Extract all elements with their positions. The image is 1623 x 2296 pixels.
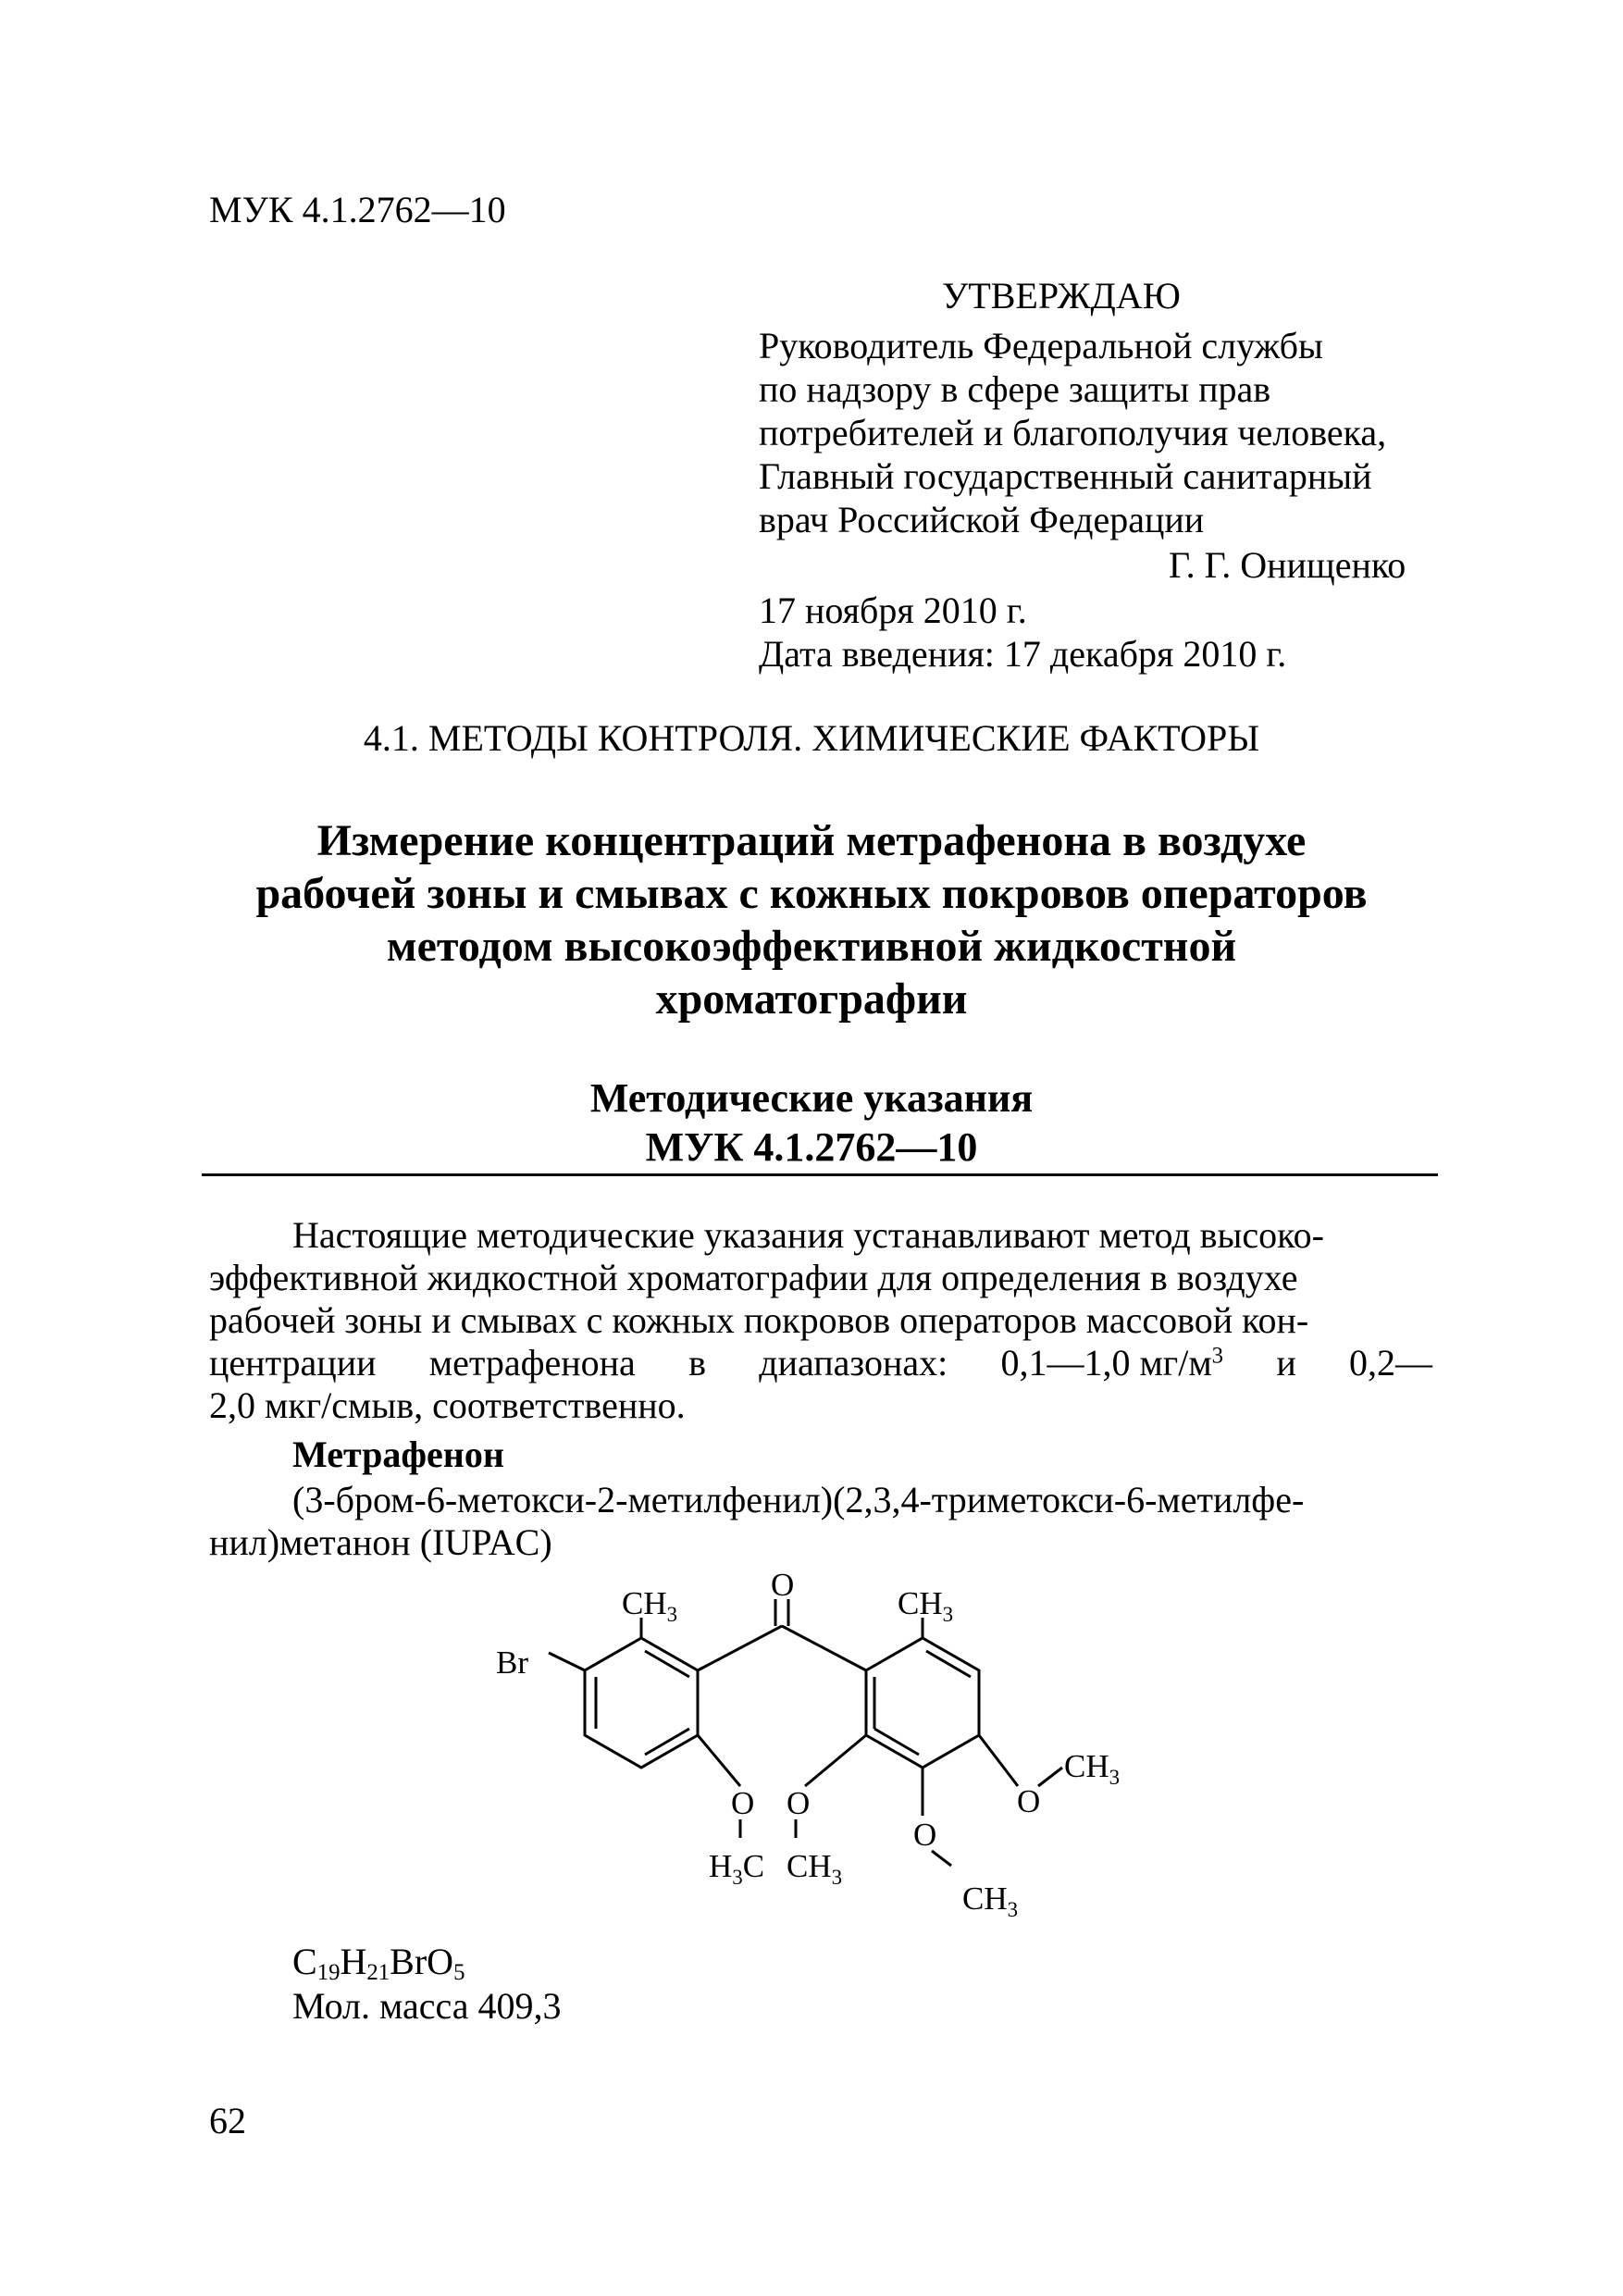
iupac-line: (3-бром-6-метокси-2-метилфенил)(2,3,4-триметокси-6-метилфе- <box>292 1479 1305 1520</box>
approval-line: врач Российской Федерации <box>759 499 1205 540</box>
label-oxygen: O <box>771 1567 795 1603</box>
header-doc-code: МУК 4.1.2762—10 <box>209 189 506 230</box>
title-line: рабочей зоны и смывах с кожных покровов операторов <box>255 869 1368 918</box>
word: 0,2— <box>1348 1342 1432 1384</box>
page-number: 62 <box>209 2100 246 2141</box>
label-oxygen: O <box>731 1785 755 1821</box>
paragraph-line: рабочей зоны и смывах с кожных покровов операторов массовой кон- <box>209 1299 1309 1341</box>
approval-line: Руководитель Федеральной службы <box>759 325 1323 366</box>
label-oxygen: O <box>913 1817 937 1853</box>
word: метрафенона <box>428 1342 636 1384</box>
approval-signer: Г. Г. Онищенко <box>1169 544 1406 586</box>
molecule-bonds <box>549 1599 1062 1866</box>
label-bromine: Br <box>496 1644 528 1681</box>
approval-date: 17 ноября 2010 г. <box>759 590 1027 631</box>
label-oxygen: O <box>787 1785 811 1821</box>
label-methyl: $H_3C$ <box>709 1848 765 1889</box>
title-line: Измерение концентраций метрафенона в воздухе <box>316 816 1307 865</box>
unit-exponent: 3 <box>1211 1343 1224 1369</box>
word: в <box>688 1342 706 1384</box>
paragraph-line: эффективной жидкостной хроматографии для определения в воздухе <box>209 1257 1298 1298</box>
approval-line: потребителей и благополучия человека, <box>759 412 1387 453</box>
molecular-formula: $C_{19}H_{21}BrO_5$ <box>292 1941 465 1986</box>
label-methyl: $CH_3$ <box>787 1848 843 1889</box>
introduction-date: Дата введения: 17 декабря 2010 г. <box>759 633 1287 675</box>
title-line: методом высокоэффективной жидкостной <box>386 922 1237 971</box>
label-methyl: $CH_3$ <box>622 1585 678 1626</box>
iupac-line: нил)метанон (IUPAC) <box>209 1521 552 1563</box>
word: и <box>1276 1342 1296 1384</box>
label-methyl: $CH_3$ <box>962 1880 1019 1921</box>
paragraph-line: 2,0 мкг/смыв, соответственно. <box>209 1384 686 1426</box>
label-oxygen: O <box>1017 1783 1041 1819</box>
paragraph-line: Настоящие методические указания устанавливают метод высоко- <box>292 1214 1324 1256</box>
atom-labels <box>496 1567 1120 1921</box>
approval-line: Главный государственный санитарный <box>759 455 1372 497</box>
molecular-mass: Мол. масса 409,3 <box>292 1985 562 2027</box>
range-value: 0,1—1,0 $мг/м^3$ <box>1000 1342 1224 1384</box>
word: центрации <box>209 1342 377 1384</box>
label-methyl: $CH_3$ <box>1064 1748 1121 1789</box>
section-heading: 4.1. МЕТОДЫ КОНТРОЛЯ. ХИМИЧЕСКИЕ ФАКТОРЫ <box>363 717 1260 759</box>
label-methyl: $CH_3$ <box>898 1585 954 1626</box>
approval-line: по надзору в сфере защиты прав <box>759 368 1271 410</box>
title-line: хроматографии <box>655 974 968 1024</box>
approval-heading: УТВЕРЖДАЮ <box>942 275 1181 316</box>
subtitle-doc-code: МУК 4.1.2762—10 <box>645 1124 978 1170</box>
subtitle-line: Методические указания <box>589 1075 1034 1121</box>
word: диапазонах: <box>759 1342 948 1384</box>
substance-heading: Метрафенон <box>292 1433 504 1475</box>
